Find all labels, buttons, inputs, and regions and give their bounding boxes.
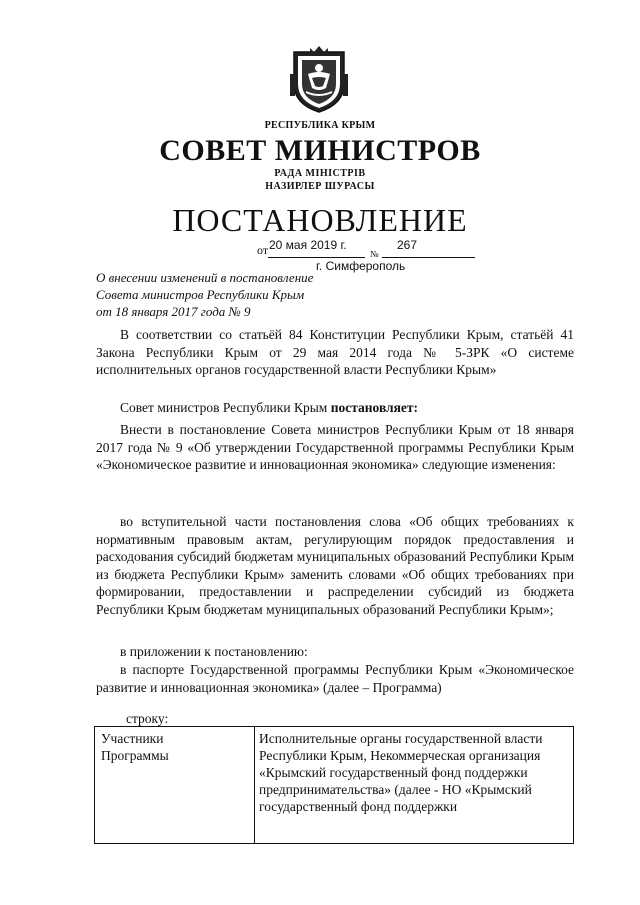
paragraph-basis: В соответствии со статьёй 84 Конституции Республики Крым, статьёй 41 Закона Республики Крым от 29 мая 2014 года № 5-ЗРК «О системе исполнительных органов государственной власти Республики Крым» — [96, 327, 574, 377]
table-cell-line: государственный фонд поддержки — [259, 799, 458, 814]
council-title-crimean-tatar: НАЗИРЛЕР ШУРАСЫ — [265, 181, 375, 192]
table-cell-line: Участники — [101, 731, 164, 746]
number-underline — [382, 257, 475, 258]
number-label: № — [370, 249, 379, 259]
resolves-bold: постановляет: — [330, 400, 419, 415]
paragraph-line-label: строку: — [126, 711, 169, 726]
decree-subject — [96, 269, 396, 320]
subject-line: от 18 января 2017 года № 9 — [96, 304, 251, 319]
paragraph-resolves — [96, 399, 574, 417]
participants-table — [94, 726, 574, 844]
table-cell-value — [255, 727, 573, 843]
decree-title: ПОСТАНОВЛЕНИЕ — [172, 202, 468, 238]
decree-date: 20 мая 2019 г. — [269, 238, 347, 252]
table-cell-line: предпринимательства» (далее - НО «Крымский — [259, 782, 532, 797]
decree-date-number-line — [257, 238, 475, 260]
table-cell-line: «Крымский государственный фонд поддержки — [259, 765, 528, 780]
table-cell-header — [95, 727, 255, 843]
resolves-prefix: Совет министров Республики Крым — [120, 400, 331, 415]
date-underline — [268, 257, 365, 258]
paragraph-annex: в приложении к постановлению: — [120, 644, 308, 659]
table-cell-line: Программы — [101, 748, 169, 763]
crimea-coat-of-arms-icon — [288, 44, 350, 114]
paragraph-amend: Внести в постановление Совета министров Республики Крым от 18 января 2017 года № 9 «Об утверждении Государственной программы Республики Крым «Экономическое развитие и инновационная экономика» следующие изменения: — [96, 422, 574, 472]
subject-line: Совета министров Республики Крым — [96, 287, 305, 302]
paragraph-preamble-change: во вступительной части постановления слова «Об общих требованиях к нормативным правовым актам, регулирующим порядок предоставления и расходования субсидий бюджетам муниципальных образований Республики Крым из бюджета Республики Крым» заменить словами «Об общих требованиях при формировании, предоставлении и распределении субсидий из бюджета Республики Крым бюджетам муниципальных образований Республики Крым»; — [96, 514, 574, 617]
republic-name: РЕСПУБЛИКА КРЫМ — [264, 120, 376, 131]
city: г. Симферополь — [316, 259, 406, 273]
council-title-ukrainian: РАДА МІНІСТРІВ — [274, 168, 366, 179]
subject-line: О внесении изменений в постановление — [96, 270, 314, 285]
paragraph-passport: в паспорте Государственной программы Республики Крым «Экономическое развитие и инновационная экономика» (далее – Программа) — [96, 662, 574, 695]
table-cell-line: Республики Крым, Некоммерческая организация — [259, 748, 541, 763]
decree-number: 267 — [397, 238, 418, 252]
table-cell-line: Исполнительные органы государственной власти — [259, 731, 543, 746]
from-label: от — [257, 243, 269, 257]
council-title: СОВЕТ МИНИСТРОВ — [159, 134, 481, 167]
